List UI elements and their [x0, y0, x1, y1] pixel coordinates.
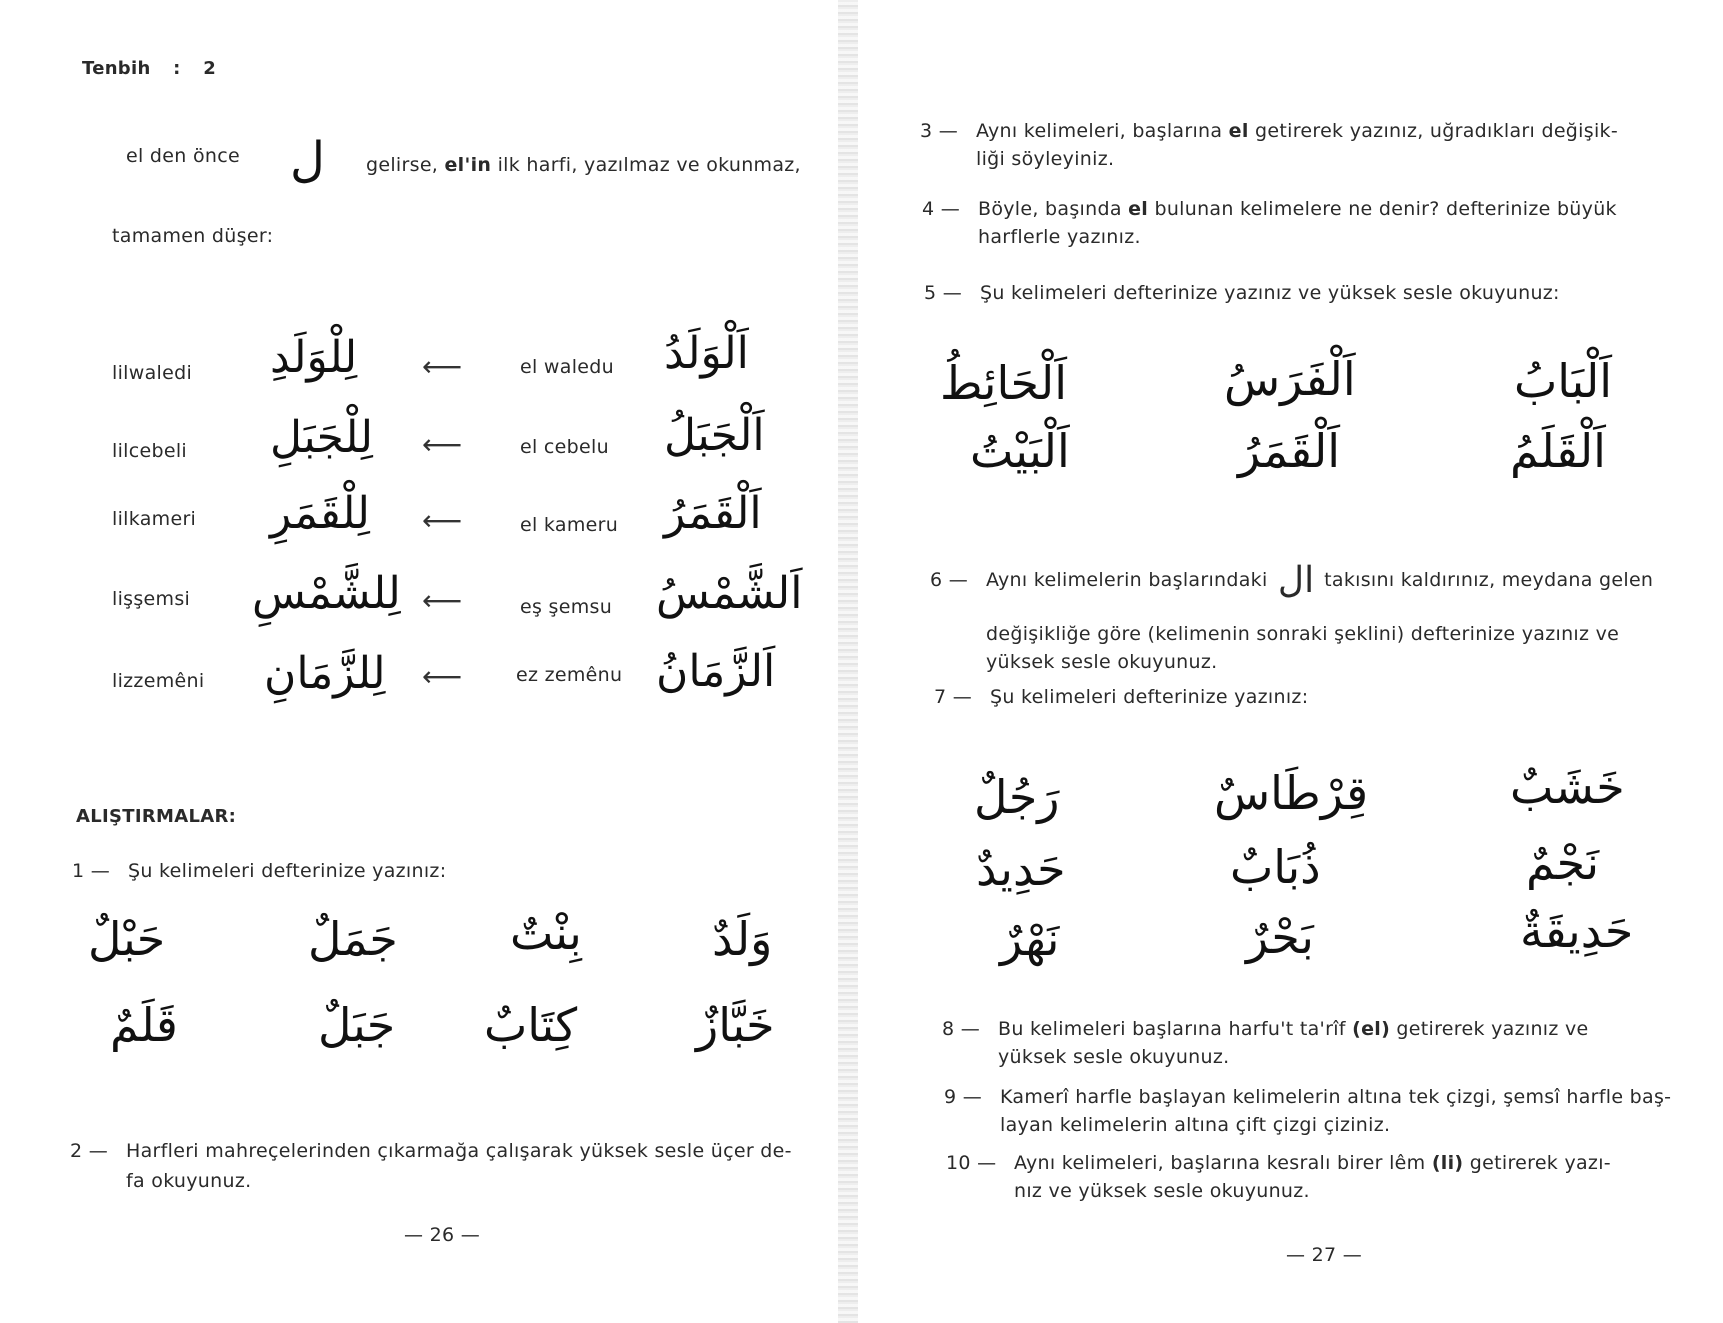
exercise-line1: Kamerî harfle başlayan kelimelerin altına tek çizgi, şemsî harfle baş-	[1000, 1086, 1672, 1108]
row-translit: lilwaledi	[112, 362, 193, 384]
exercise-line1-bold: (li)	[1431, 1152, 1464, 1174]
exercise-number: 4 —	[922, 198, 961, 220]
exercise-number: 10 —	[946, 1152, 997, 1174]
exercise-2	[70, 1140, 792, 1192]
exercise-line1-b: getirerek yazınız, uğradıkları değişik-	[1248, 120, 1618, 142]
arabic-word: حَبْلٌ	[88, 912, 166, 966]
exercise-number: 1 —	[72, 860, 111, 882]
arabic-word: حَدِيقَةٌ	[1520, 904, 1634, 958]
row-arabic-al: اَلشَّمْسُ	[656, 568, 803, 619]
exercise-number: 2 —	[70, 1140, 109, 1162]
arabic-word: اَلْبَيْتُ	[970, 424, 1070, 478]
arabic-word: نَجْمٌ	[1526, 836, 1600, 890]
arabic-word: اَلْبَابُ	[1514, 354, 1612, 408]
exercise-line2: liği söyleyiniz.	[976, 148, 1115, 170]
tenbih-header	[82, 58, 216, 79]
exercise-number: 9 —	[944, 1086, 983, 1108]
tenbih-number: 2	[203, 58, 217, 79]
exercise-line1-b: getirerek yazınız ve	[1390, 1018, 1589, 1040]
exercise-number: 5 —	[924, 282, 963, 304]
exercise-line1-b: takısını kaldırınız, meydana gelen	[1324, 569, 1654, 591]
row-plain: el kameru	[520, 514, 619, 536]
exercise-line1-b: getirerek yazı-	[1463, 1152, 1611, 1174]
exercise-line1-a: Aynı kelimeleri, başlarına	[976, 120, 1229, 142]
row-arabic-al: اَلزَّمَانُ	[656, 646, 776, 697]
exercise-line2: fa okuyunuz.	[126, 1170, 252, 1192]
intro-lam-letter: ل	[290, 132, 325, 188]
exercise-7	[934, 686, 1308, 708]
exercise-10	[946, 1152, 1611, 1202]
tenbih-label: Tenbih	[82, 58, 151, 79]
exercise-line1-a: Aynı kelimeleri, başlarına kesralı birer lêm	[1014, 1152, 1432, 1174]
left-page	[0, 0, 850, 1323]
row-arabic-li: لِلْجَبَلِ	[270, 412, 373, 463]
row-plain: eş şemsu	[520, 596, 613, 618]
arabic-word: خَشَبٌ	[1510, 760, 1625, 814]
exercise-9	[944, 1086, 1671, 1136]
exercise-1	[72, 860, 446, 882]
exercise-8	[942, 1018, 1589, 1068]
exercise-line2: değişikliğe göre (kelimenin sonraki şeklini) defterinize yazınız ve	[986, 623, 1620, 645]
row-plain: ez zemênu	[516, 664, 623, 686]
right-page	[850, 0, 1723, 1323]
exercises-title: ALIŞTIRMALAR:	[76, 806, 237, 827]
arabic-word: خَبَّازٌ	[696, 998, 775, 1052]
arabic-word: كِتَابٌ	[484, 998, 578, 1052]
exercise-line2: layan kelimelerin altına çift çizgi çiziniz.	[1000, 1114, 1391, 1136]
arabic-word: جَمَلٌ	[308, 912, 398, 966]
al-letters: ال	[1277, 560, 1315, 601]
arabic-word: قَلَمٌ	[110, 998, 178, 1052]
arrow-left-icon: ⟵	[422, 350, 463, 383]
arrow-left-icon: ⟵	[422, 428, 463, 461]
row-arabic-al: اَلْوَلَدُ	[664, 328, 749, 379]
exercise-number: 7 —	[934, 686, 973, 708]
intro-post-b: ilk harfi, yazılmaz ve okunmaz,	[491, 154, 801, 176]
row-translit: lişşemsi	[112, 588, 191, 610]
exercise-line1-bold: el	[1128, 198, 1149, 220]
arabic-word: جَبَلٌ	[318, 998, 396, 1052]
exercise-text: Şu kelimeleri defterinize yazınız:	[128, 860, 447, 882]
row-arabic-li: لِلشَّمْسِ	[252, 568, 401, 619]
arabic-word: بِنْتٌ	[510, 906, 582, 960]
exercise-line3: yüksek sesle okuyunuz.	[986, 651, 1218, 673]
exercise-line2: harflerle yazınız.	[978, 226, 1141, 248]
intro-post-bold: el'in	[444, 154, 492, 176]
exercise-line1-b: bulunan kelimelere ne denir? defterinize büyük	[1148, 198, 1617, 220]
arabic-word: اَلْحَائِطُ	[940, 356, 1067, 410]
row-translit: lilcebeli	[112, 440, 187, 462]
exercise-4	[922, 198, 1617, 248]
arrow-left-icon: ⟵	[422, 504, 463, 537]
arabic-word: اَلْفَرَسُ	[1224, 352, 1356, 406]
exercise-line1-bold: (el)	[1352, 1018, 1391, 1040]
exercise-text: Şu kelimeleri defterinize yazınız ve yüksek sesle okuyunuz:	[980, 282, 1560, 304]
arabic-word: اَلْقَمَرُ	[1238, 424, 1341, 478]
arabic-word: رَجُلٌ	[974, 770, 1060, 824]
arabic-word: حَدِيدٌ	[976, 842, 1066, 896]
exercise-text: Şu kelimeleri defterinize yazınız:	[990, 686, 1309, 708]
arabic-word: بَحْرٌ	[1246, 910, 1314, 964]
row-arabic-li: لِلزَّمَانِ	[264, 648, 386, 699]
arabic-word: ذُبَابٌ	[1230, 840, 1321, 894]
arrow-left-icon: ⟵	[422, 584, 463, 617]
exercise-5	[924, 282, 1560, 304]
row-plain: el cebelu	[520, 436, 609, 458]
exercise-line1-a: Böyle, başında	[978, 198, 1129, 220]
row-plain: el waledu	[520, 356, 614, 378]
exercise-6	[930, 560, 1690, 673]
exercise-line1-bold: el	[1228, 120, 1249, 142]
arabic-word: قِرْطَاسٌ	[1214, 766, 1369, 820]
intro-pre: el den önce	[126, 145, 240, 167]
row-arabic-al: اَلْقَمَرُ	[664, 488, 762, 539]
row-arabic-li: لِلْقَمَرِ	[270, 488, 370, 539]
exercise-number: 6 —	[930, 569, 969, 591]
arrow-left-icon: ⟵	[422, 660, 463, 693]
page-number: — 27 —	[1286, 1244, 1363, 1266]
tenbih-sep: :	[173, 58, 181, 79]
row-translit: lizzemêni	[112, 670, 205, 692]
exercise-line2: nız ve yüksek sesle okuyunuz.	[1014, 1180, 1310, 1202]
row-arabic-al: اَلْجَبَلُ	[664, 410, 765, 461]
arabic-word: اَلْقَلَمُ	[1510, 424, 1606, 478]
row-arabic-li: لِلْوَلَدِ	[270, 332, 358, 383]
exercise-line2: yüksek sesle okuyunuz.	[998, 1046, 1230, 1068]
exercise-line1-a: Bu kelimeleri başlarına harfu't ta'rîf	[998, 1018, 1353, 1040]
arabic-word: نَهْرٌ	[1000, 912, 1060, 966]
exercise-line1-a: Aynı kelimelerin başlarındaki	[986, 569, 1268, 591]
page-number: — 26 —	[404, 1224, 481, 1246]
intro-rule	[366, 154, 801, 176]
exercise-number: 8 —	[942, 1018, 981, 1040]
intro-line2: tamamen düşer:	[112, 225, 274, 247]
exercise-line1: Harfleri mahreçelerinden çıkarmağa çalışarak yüksek sesle üçer de-	[126, 1140, 792, 1162]
intro-post-a: gelirse,	[366, 154, 445, 176]
exercise-3	[920, 120, 1618, 170]
row-translit: lilkameri	[112, 508, 197, 530]
arabic-word: وَلَدٌ	[712, 912, 773, 966]
exercise-number: 3 —	[920, 120, 959, 142]
